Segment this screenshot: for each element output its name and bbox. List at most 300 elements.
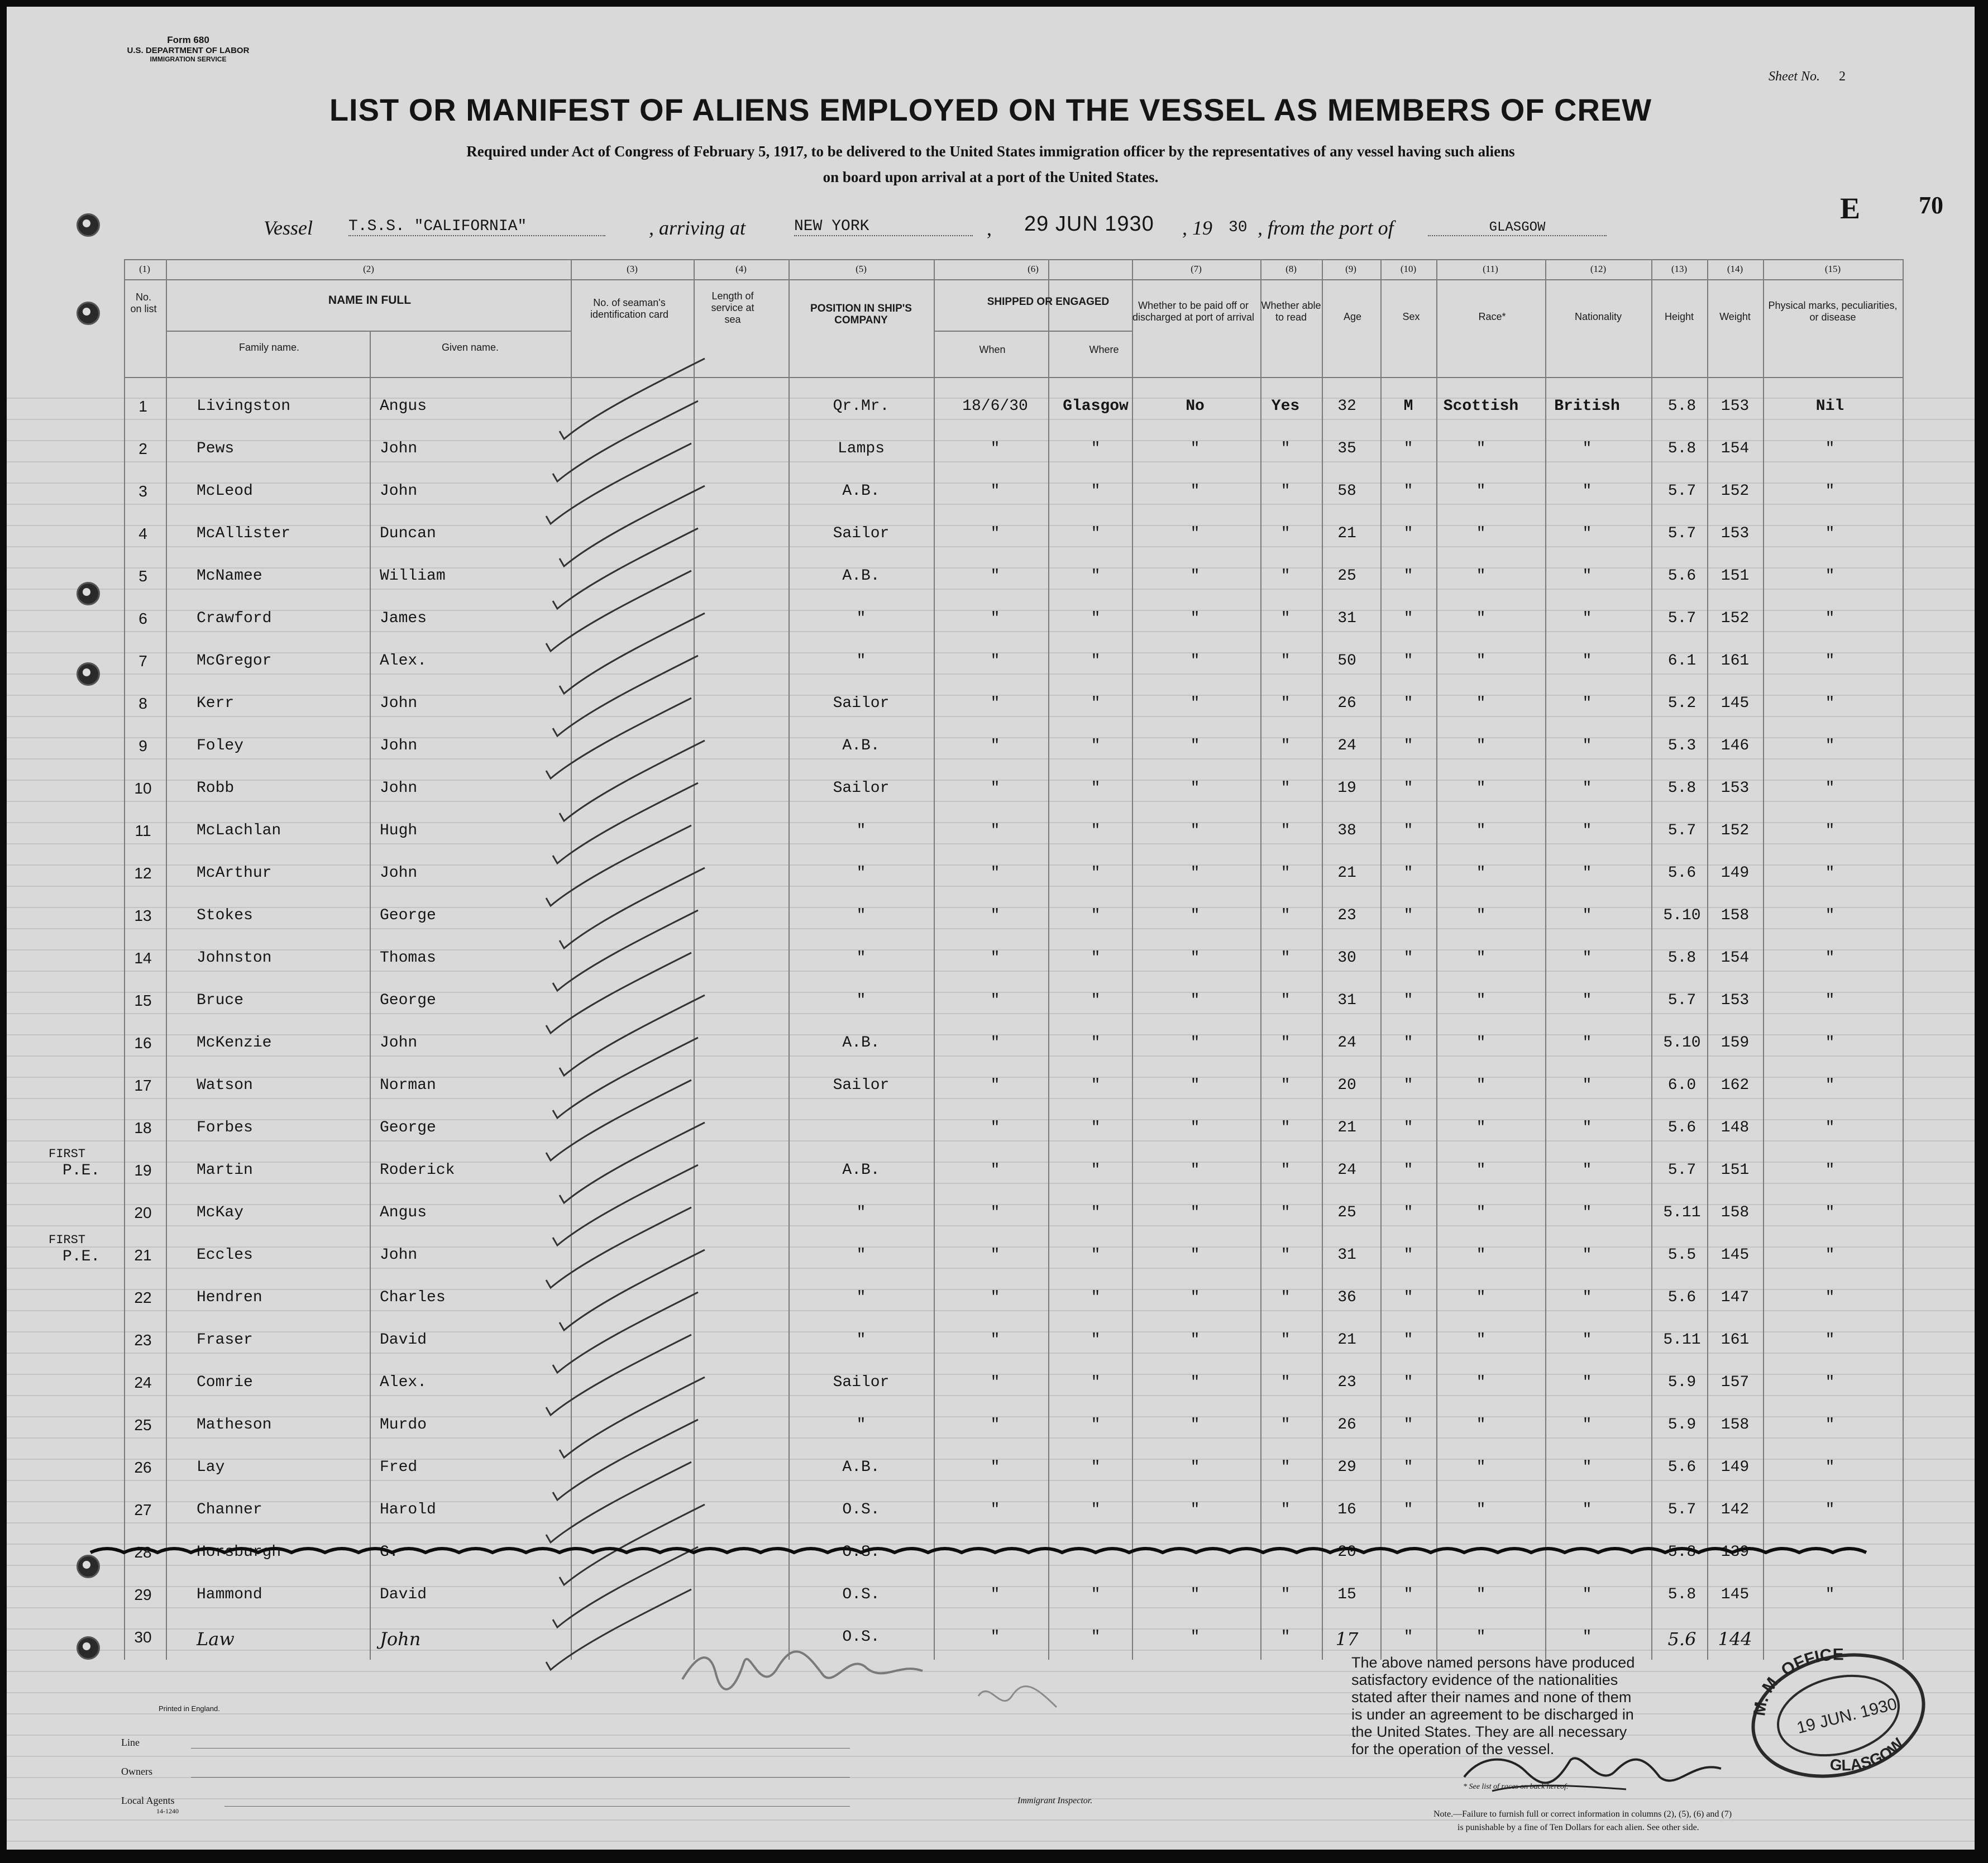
races-note: * See list of races on back hereof.	[1463, 1783, 1569, 1791]
family-name: Livingston	[197, 398, 291, 415]
shipped-where: "	[1091, 992, 1101, 1009]
check-mark	[560, 995, 705, 1076]
row-number: 16	[134, 1034, 152, 1052]
shipped-when: "	[990, 1162, 1000, 1179]
shipped-where: "	[1091, 907, 1101, 924]
family-name: McArthur	[197, 864, 272, 882]
given-name: Fred	[380, 1459, 418, 1476]
sex: M	[1403, 398, 1413, 415]
statement-line: the United States. They are all necessary	[1351, 1723, 1627, 1740]
weight: 158	[1721, 1416, 1750, 1434]
family-name: Matheson	[197, 1416, 272, 1434]
race: "	[1476, 695, 1486, 712]
sex: "	[1403, 695, 1413, 712]
able-to-read: "	[1280, 864, 1291, 882]
given-name: James	[380, 610, 427, 627]
shipped-when: "	[990, 737, 1000, 754]
paid-off: "	[1190, 822, 1200, 839]
check-mark	[553, 910, 698, 991]
shipped-when: "	[990, 822, 1000, 839]
stamp-top-text: M. M. OFFICE	[1750, 1649, 1844, 1717]
sex: "	[1403, 610, 1413, 627]
height: 5.8	[1667, 398, 1697, 415]
check-mark	[560, 359, 705, 439]
margin-note-second	[49, 1232, 100, 1265]
sex: "	[1403, 1246, 1413, 1264]
office-stamp	[1746, 1649, 1930, 1783]
able-to-read: "	[1280, 1289, 1291, 1306]
physical-marks: "	[1825, 737, 1835, 754]
family-name: McLachlan	[197, 822, 281, 839]
physical-marks: "	[1825, 695, 1835, 712]
race: "	[1476, 864, 1486, 882]
shipped-where: "	[1091, 1501, 1101, 1518]
column-number: (5)	[856, 264, 867, 274]
check-mark	[560, 1250, 705, 1330]
height: 5.6	[1667, 1459, 1697, 1476]
header-height: Height	[1664, 311, 1694, 322]
check-mark	[546, 698, 691, 778]
position: "	[856, 1204, 866, 1221]
weight: 157	[1721, 1374, 1750, 1391]
shipped-when: 18/6/30	[962, 398, 1028, 415]
position: O.S.	[842, 1628, 880, 1646]
paid-off: "	[1190, 652, 1200, 670]
subtitle-line1: Required under Act of Congress of February 5, 1917, to be delivered to the United States immigration officer by the representatives of any vessel having such aliens	[466, 143, 1515, 160]
check-mark	[546, 825, 691, 906]
sex: "	[1403, 1374, 1413, 1391]
sex: "	[1403, 1628, 1413, 1646]
age: 24	[1337, 737, 1356, 754]
height: 5.8	[1667, 1586, 1697, 1603]
height: 5.11	[1663, 1204, 1701, 1221]
header-position: POSITION IN SHIP'S COMPANY	[810, 303, 912, 326]
vessel-label: Vessel	[264, 217, 313, 239]
paid-off: "	[1190, 567, 1200, 585]
physical-marks: "	[1825, 1501, 1835, 1518]
margin-note-line: P.E.	[63, 1162, 101, 1179]
height: 5.11	[1663, 1331, 1701, 1349]
check-mark	[546, 443, 691, 524]
able-to-read: "	[1280, 822, 1291, 839]
column-number: (10)	[1400, 264, 1417, 274]
race: "	[1476, 1204, 1486, 1221]
shipped-where: "	[1091, 1416, 1101, 1434]
sex: "	[1403, 525, 1413, 542]
nationality: "	[1582, 949, 1592, 967]
able-to-read: "	[1280, 737, 1291, 754]
height: 5.6	[1667, 1628, 1697, 1650]
weight: 153	[1721, 780, 1750, 797]
row-number: 7	[138, 652, 147, 670]
agents-label: Local Agents	[121, 1795, 175, 1806]
family-name: Comrie	[197, 1374, 253, 1391]
row-number: 20	[134, 1204, 152, 1221]
position: O.S.	[842, 1501, 880, 1518]
position: Sailor	[833, 1077, 890, 1094]
shipped-when: "	[990, 1586, 1000, 1603]
shipped-when: "	[990, 1331, 1000, 1349]
paid-off: "	[1190, 780, 1200, 797]
weight: 148	[1721, 1119, 1750, 1136]
sex: "	[1403, 1204, 1413, 1221]
given-name: Duncan	[380, 525, 436, 542]
given-name: Angus	[380, 1204, 427, 1221]
nationality: "	[1582, 907, 1592, 924]
family-name: McGregor	[197, 652, 272, 670]
nationality: "	[1582, 992, 1592, 1009]
vessel-name: T.S.S. "CALIFORNIA"	[348, 218, 605, 236]
height: 5.7	[1667, 1501, 1697, 1518]
nationality: "	[1582, 652, 1592, 670]
shipped-when: "	[990, 1501, 1000, 1518]
sex: "	[1403, 440, 1413, 457]
weight: 152	[1721, 822, 1750, 839]
column-number: (14)	[1727, 264, 1743, 274]
row-number: 27	[134, 1501, 152, 1518]
given-name: John	[380, 483, 418, 500]
page-title: LIST OR MANIFEST OF ALIENS EMPLOYED ON THE VESSEL AS MEMBERS OF CREW	[329, 92, 1652, 127]
agent-signature	[1459, 1738, 1749, 1799]
family-name: McKenzie	[197, 1034, 272, 1052]
nationality: "	[1582, 1459, 1592, 1476]
sex: "	[1403, 1162, 1413, 1179]
shipped-where: "	[1091, 864, 1101, 882]
race: "	[1476, 992, 1486, 1009]
family-name: Lay	[197, 1459, 225, 1476]
shipped-where: "	[1091, 610, 1101, 627]
shipped-when: "	[990, 610, 1000, 627]
sex: "	[1403, 949, 1413, 967]
check-mark	[560, 868, 705, 948]
family-name: McKay	[197, 1204, 244, 1221]
physical-marks: "	[1825, 610, 1835, 627]
weight: 147	[1721, 1289, 1750, 1306]
nationality: "	[1582, 1289, 1592, 1306]
row-number: 19	[134, 1162, 152, 1179]
check-mark	[560, 1377, 705, 1458]
check-mark	[553, 401, 698, 481]
age: 24	[1337, 1034, 1356, 1052]
able-to-read: "	[1280, 1628, 1291, 1646]
check-mark	[553, 1165, 698, 1245]
shipped-where: "	[1091, 567, 1101, 585]
paid-off: "	[1190, 1034, 1200, 1052]
check-mark	[546, 1207, 691, 1288]
pencil-marks	[7, 7, 1975, 1850]
able-to-read: "	[1280, 610, 1291, 627]
physical-marks: Nil	[1815, 398, 1844, 415]
paid-off: "	[1190, 440, 1200, 457]
row-number: 2	[138, 440, 147, 457]
given-name: William	[380, 567, 446, 585]
able-to-read: "	[1280, 440, 1291, 457]
age: 38	[1337, 822, 1356, 839]
paid-off: "	[1190, 1501, 1200, 1518]
weight: 142	[1721, 1501, 1750, 1518]
race: "	[1476, 1119, 1486, 1136]
header-name-in-full: NAME IN FULL	[328, 294, 412, 307]
able-to-read: "	[1280, 695, 1291, 712]
race: "	[1476, 1501, 1486, 1518]
given-name: G.	[380, 1544, 399, 1561]
race: "	[1476, 949, 1486, 967]
nationality: "	[1582, 610, 1592, 627]
weight: 145	[1721, 695, 1750, 712]
paid-off: "	[1190, 992, 1200, 1009]
paid-off: "	[1190, 695, 1200, 712]
given-name: George	[380, 907, 436, 924]
paid-off: "	[1190, 1586, 1200, 1603]
row-number: 17	[134, 1077, 152, 1094]
able-to-read: Yes	[1271, 398, 1300, 415]
margin-note-line: FIRST	[49, 1147, 86, 1161]
nationality: "	[1582, 1162, 1592, 1179]
check-mark	[560, 486, 705, 566]
nationality: "	[1582, 567, 1592, 585]
row-number: 14	[134, 949, 152, 967]
physical-marks: "	[1825, 907, 1835, 924]
race: "	[1476, 483, 1486, 500]
header-id-card: No. of seaman's identification card	[590, 297, 669, 320]
shipped-when: "	[990, 1289, 1000, 1306]
position: A.B.	[842, 1459, 880, 1476]
race: "	[1476, 1246, 1486, 1264]
sex: "	[1403, 1119, 1413, 1136]
paid-off: "	[1190, 1416, 1200, 1434]
check-mark	[546, 1462, 691, 1542]
physical-marks: "	[1825, 525, 1835, 542]
age: 58	[1337, 483, 1356, 500]
row-number: 9	[138, 737, 147, 754]
corner-mark: E	[1840, 192, 1861, 225]
column-number: (4)	[735, 264, 747, 274]
manifest-sheet	[7, 7, 1975, 1850]
shipped-when: "	[990, 1628, 1000, 1646]
given-name: David	[380, 1586, 427, 1603]
paid-off: "	[1190, 483, 1200, 500]
shipped-where: "	[1091, 483, 1101, 500]
family-name: Watson	[197, 1077, 253, 1094]
shipped-when: "	[990, 483, 1000, 500]
position: "	[856, 1416, 866, 1434]
able-to-read: "	[1280, 1459, 1291, 1476]
check-mark	[560, 1122, 705, 1203]
nationality: "	[1582, 1119, 1592, 1136]
age: 25	[1337, 1204, 1356, 1221]
physical-marks: "	[1825, 440, 1835, 457]
position: O.S.	[842, 1586, 880, 1603]
paid-off: "	[1190, 949, 1200, 967]
column-number: (9)	[1345, 264, 1356, 274]
note-line1: Note.—Failure to furnish full or correct information in columns (2), (5), (6) and (7)	[1433, 1809, 1732, 1819]
weight: 146	[1721, 737, 1750, 754]
sex: "	[1403, 737, 1413, 754]
column-number: (15)	[1824, 264, 1841, 274]
family-name: Law	[197, 1628, 235, 1650]
agents-underline	[224, 1806, 850, 1807]
header-sex: Sex	[1402, 311, 1420, 322]
weight: 139	[1721, 1544, 1750, 1561]
shipped-when: "	[990, 907, 1000, 924]
sex: "	[1403, 483, 1413, 500]
comma: ,	[987, 217, 992, 240]
able-to-read: "	[1280, 567, 1291, 585]
able-to-read: "	[1280, 525, 1291, 542]
statement-line: is under an agreement to be discharged in	[1351, 1706, 1634, 1723]
family-name: McLeod	[197, 483, 253, 500]
family-name: Forbes	[197, 1119, 253, 1136]
line-label: Line	[121, 1737, 140, 1748]
paid-off: "	[1190, 1289, 1200, 1306]
given-name: Charles	[380, 1289, 446, 1306]
given-name: Alex.	[380, 1374, 427, 1391]
physical-marks: "	[1825, 483, 1835, 500]
owners-underline	[191, 1777, 850, 1778]
race: "	[1476, 1162, 1486, 1179]
family-name: Kerr	[197, 695, 235, 712]
shipped-where: "	[1091, 1162, 1101, 1179]
family-name: Foley	[197, 737, 244, 754]
sex: "	[1403, 907, 1413, 924]
physical-marks: "	[1825, 1374, 1835, 1391]
arriving-port: NEW YORK	[794, 218, 973, 236]
nationality: "	[1582, 1246, 1592, 1264]
able-to-read: "	[1280, 1077, 1291, 1094]
row-number: 28	[134, 1544, 152, 1561]
age: 15	[1337, 1586, 1356, 1603]
age: 50	[1337, 652, 1356, 670]
race: Scottish	[1443, 398, 1519, 415]
position: "	[856, 1246, 866, 1264]
able-to-read: "	[1280, 1374, 1291, 1391]
shipped-where: "	[1091, 822, 1101, 839]
check-mark	[560, 741, 705, 821]
physical-marks: "	[1825, 1162, 1835, 1179]
column-number: (13)	[1671, 264, 1688, 274]
sex: "	[1403, 1586, 1413, 1603]
physical-marks: "	[1825, 1459, 1835, 1476]
shipped-where: "	[1091, 652, 1101, 670]
race: "	[1476, 440, 1486, 457]
paid-off: "	[1190, 737, 1200, 754]
statement-line: The above named persons have produced	[1351, 1654, 1635, 1671]
physical-marks: "	[1825, 652, 1835, 670]
able-to-read: "	[1280, 1501, 1291, 1518]
able-to-read: "	[1280, 992, 1291, 1009]
nationality: "	[1582, 1374, 1592, 1391]
check-mark	[553, 528, 698, 609]
check-mark	[553, 1038, 698, 1118]
nationality: "	[1582, 864, 1592, 882]
nationality: "	[1582, 1501, 1592, 1518]
row-number: 21	[134, 1246, 152, 1264]
weight: 144	[1718, 1628, 1752, 1650]
header-when: When	[979, 344, 1006, 355]
race: "	[1476, 525, 1486, 542]
row-number: 26	[134, 1459, 152, 1476]
weight: 158	[1721, 1204, 1750, 1221]
able-to-read: "	[1280, 1162, 1291, 1179]
shipped-where: "	[1091, 1459, 1101, 1476]
shipped-where: "	[1091, 525, 1101, 542]
check-mark	[546, 1335, 691, 1415]
given-name: Norman	[380, 1077, 436, 1094]
header-able-read: Whether able to read	[1261, 300, 1321, 323]
race: "	[1476, 1077, 1486, 1094]
given-name: Murdo	[380, 1416, 427, 1434]
shipped-when: "	[990, 652, 1000, 670]
row-number: 8	[138, 695, 147, 712]
physical-marks: "	[1825, 780, 1835, 797]
physical-marks: "	[1825, 1416, 1835, 1434]
race: "	[1476, 780, 1486, 797]
family-name: Stokes	[197, 907, 253, 924]
shipped-when: "	[990, 949, 1000, 967]
shipped-when: "	[990, 1077, 1000, 1094]
printed-in: Printed in England.	[159, 1704, 220, 1713]
check-mark	[553, 1420, 698, 1500]
family-name: McAllister	[197, 525, 291, 542]
shipped-where: "	[1091, 1289, 1101, 1306]
position: Sailor	[833, 1374, 890, 1391]
physical-marks: "	[1825, 567, 1835, 585]
form-number: Form 680	[167, 35, 209, 45]
paid-off: "	[1190, 1119, 1200, 1136]
position: "	[856, 907, 866, 924]
check-mark	[553, 1292, 698, 1373]
shipped-where: "	[1091, 1374, 1101, 1391]
row-number: 6	[138, 610, 147, 627]
shipped-where: "	[1091, 780, 1101, 797]
age: 16	[1337, 1501, 1356, 1518]
shipped-where: "	[1091, 1246, 1101, 1264]
given-name: Angus	[380, 398, 427, 415]
row-number: 25	[134, 1416, 152, 1434]
row-number: 22	[134, 1289, 152, 1306]
family-name: Pews	[197, 440, 235, 457]
age: 31	[1337, 1246, 1356, 1264]
given-name: John	[380, 440, 418, 457]
given-name: George	[380, 1119, 436, 1136]
height: 6.0	[1667, 1077, 1697, 1094]
given-name: Hugh	[380, 822, 418, 839]
header-shipped: SHIPPED OR ENGAGED	[987, 296, 1110, 308]
age: 20	[1337, 1077, 1356, 1094]
race: "	[1476, 1459, 1486, 1476]
position: A.B.	[842, 737, 880, 754]
height: 5.8	[1667, 440, 1697, 457]
nationality: "	[1582, 780, 1592, 797]
shipped-when: "	[990, 1246, 1000, 1264]
age: 21	[1337, 1119, 1356, 1136]
shipped-when: "	[990, 695, 1000, 712]
check-mark	[560, 1504, 705, 1585]
age: 21	[1337, 525, 1356, 542]
row-number: 11	[135, 822, 151, 839]
able-to-read: "	[1280, 1416, 1291, 1434]
race: "	[1476, 1416, 1486, 1434]
header-length-service: Length of service at sea	[711, 290, 754, 325]
paid-off: "	[1190, 1374, 1200, 1391]
sheet-label: Sheet No.	[1769, 69, 1820, 84]
row-number: 15	[134, 992, 152, 1009]
position: "	[856, 864, 866, 882]
header-where: Where	[1089, 344, 1119, 355]
shipped-when: "	[990, 1374, 1000, 1391]
height: 5.7	[1667, 610, 1697, 627]
height: 5.6	[1667, 1289, 1697, 1306]
